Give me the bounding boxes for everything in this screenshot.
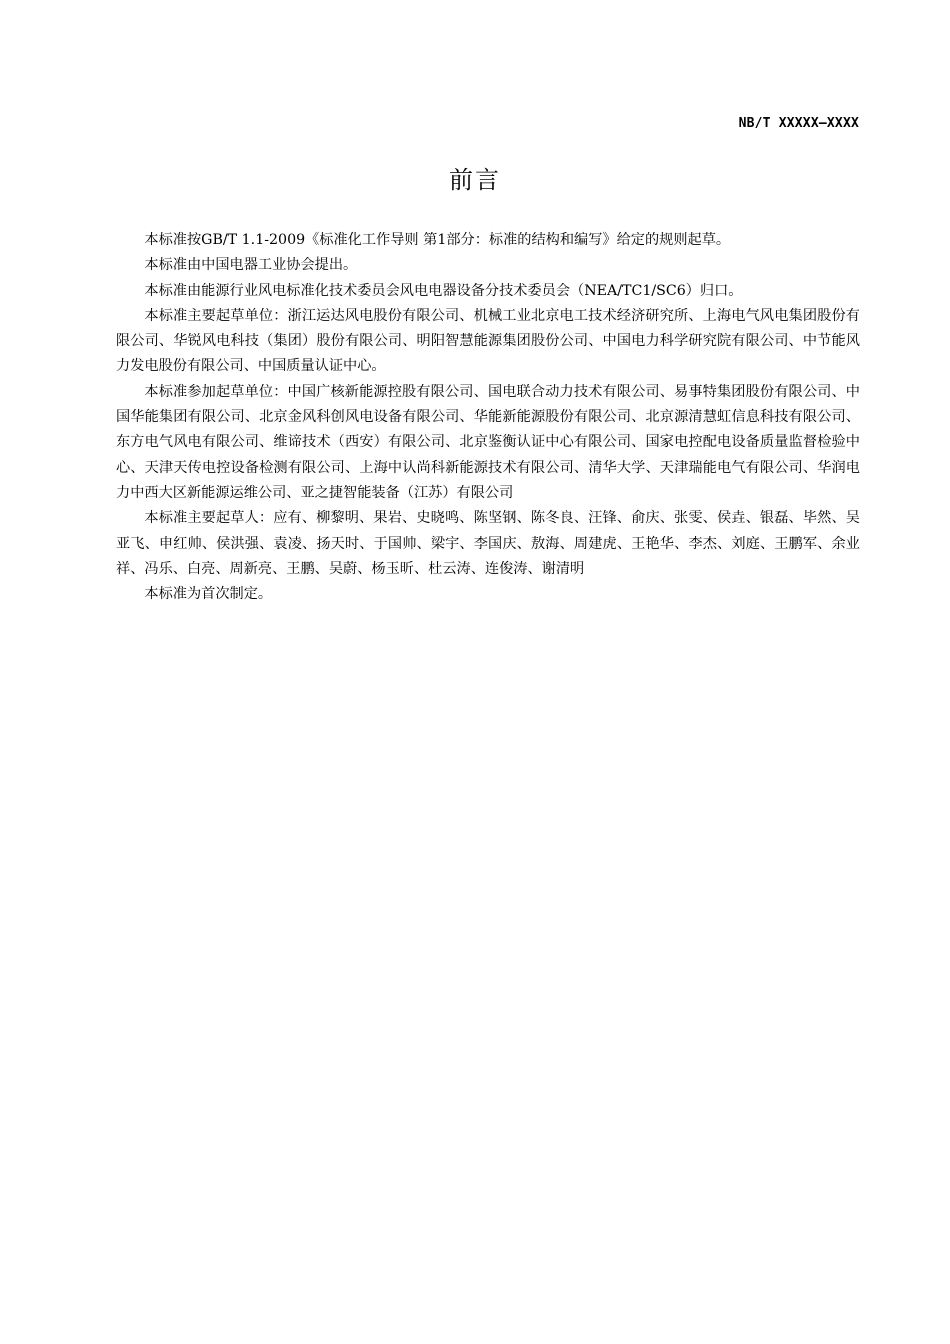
paragraph-main-drafters: 本标准主要起草人：应有、柳黎明、果岩、史晓鸣、陈坚钢、陈冬良、汪锋、俞庆、张雯、侯垚、银磊、毕然、吴亚飞、申红帅、侯洪强、袁凌、扬天时、于国帅、梁宇、李国庆、敖海、周建虎、王艳华、李杰、刘庭、王鹏军、余业祥、冯乐、白亮、周新亮、王鹏、吴蔚、杨玉昕、杜云涛、连俊涛、谢清明	[116, 510, 860, 577]
paragraph-main-drafting-units: 本标准主要起草单位：浙江运达风电股份有限公司、机械工业北京电工技术经济研究所、上海电气风电集团股份有限公司、华锐风电科技（集团）股份有限公司、明阳智慧能源集团股份公司、中国电力科学研究院有限公司、中节能风力发电股份有限公司、中国质量认证中心。	[116, 307, 860, 375]
page-title: 前言	[449, 166, 501, 194]
document-body	[116, 228, 860, 607]
document-code: NB/T XXXXX—XXXX	[738, 116, 859, 131]
paragraph-proposer: 本标准由中国电器工业协会提出。	[144, 257, 358, 274]
paragraph-participating-units: 本标准参加起草单位：中国广核新能源控股有限公司、国电联合动力技术有限公司、易事特集团股份有限公司、中国华能集团有限公司、北京金风科创风电设备有限公司、华能新能源股份有限公司、北京源清慧虹信息科技有限公司、东方电气风电有限公司、维谛技术（西安）有限公司、北京鉴衡认证中心有限公司、国家电控配电设备质量监督检验中心、天津天传电控设备检测有限公司、上海中认尚科新能源技术有限公司、清华大学、天津瑞能电气有限公司、华润电力中西大区新能源运维公司、亚之捷智能装备（江苏）有限公司	[116, 383, 860, 501]
paragraph-technical-committee: 本标准由能源行业风电标准化技术委员会风电电器设备分技术委员会（NEA/TC1/SC6）归口。	[144, 282, 743, 299]
paragraph-first-edition: 本标准为首次制定。	[144, 586, 273, 603]
paragraph-drafting-rules: 本标准按GB/T 1.1-2009《标准化工作导则 第1部分：标准的结构和编写》给定的规则起草。	[144, 232, 731, 248]
